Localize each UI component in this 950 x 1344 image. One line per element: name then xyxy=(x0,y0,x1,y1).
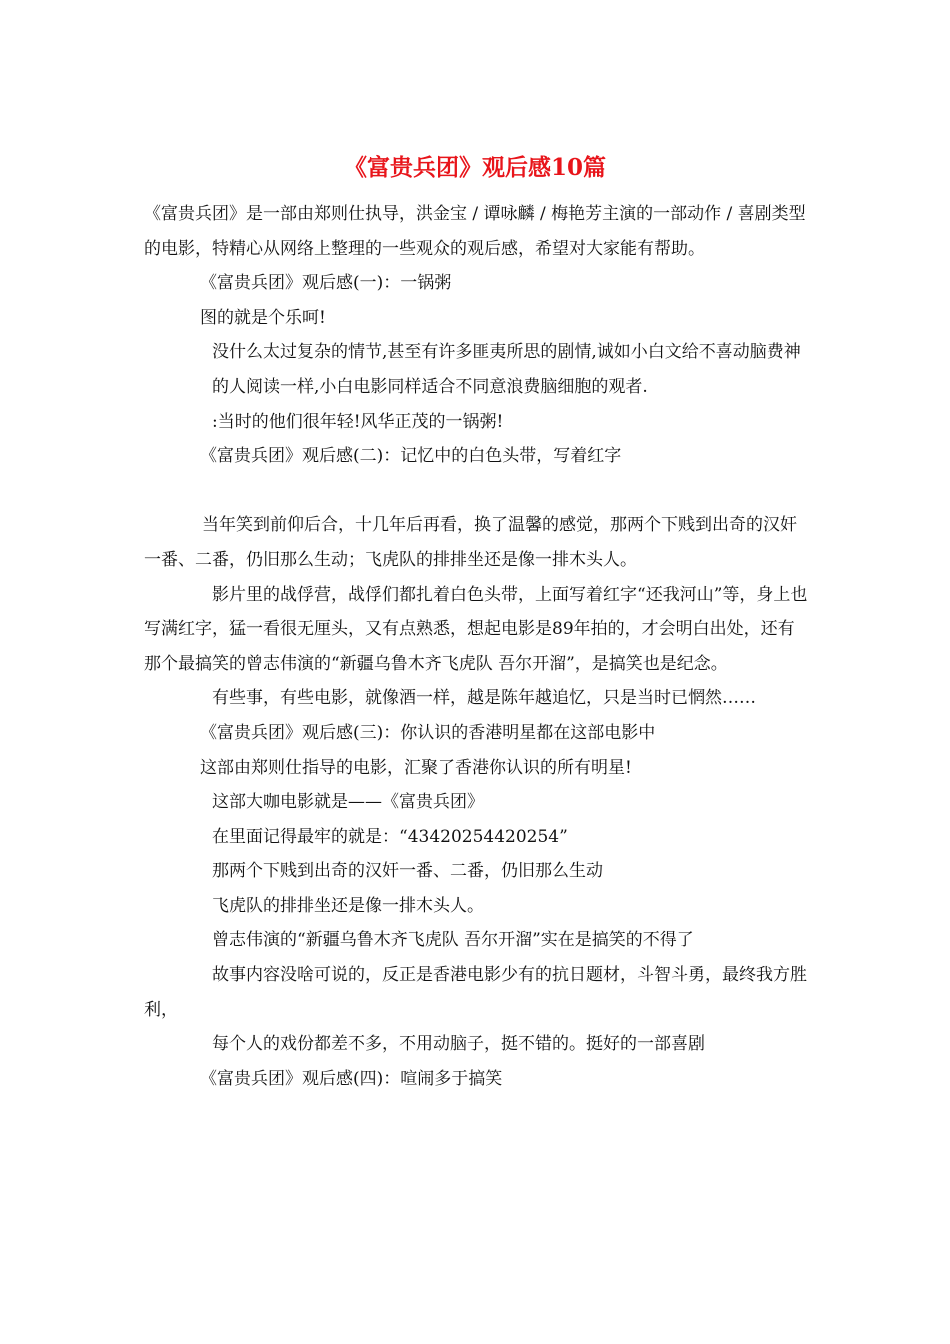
paragraph: 图的就是个乐呵! xyxy=(200,307,326,328)
paragraph: 这部大咖电影就是——《富贵兵团》 xyxy=(212,792,484,813)
blank-line xyxy=(144,474,808,509)
intro-paragraph: 《富贵兵团》是一部由郑则仕执导，洪金宝 / 谭咏麟 / 梅艳芳主演的一部动作 / 喜剧类型的电影，特精心从网络上整理的一些观众的观后感，希望对大家能有帮助。 xyxy=(144,204,806,259)
paragraph: 曾志伟演的“新疆乌鲁木齐飞虎队 吾尔开溜”实在是搞笑的不得了 xyxy=(212,930,694,951)
paragraph: 在里面记得最牢的就是：“43420254420254” xyxy=(212,826,568,847)
document-title: 《富贵兵团》观后感10篇 xyxy=(343,154,606,181)
review-heading-3: 《富贵兵团》观后感(三)：你认识的香港明星都在这部电影中 xyxy=(200,722,656,743)
review-heading-2: 《富贵兵团》观后感(二)：记忆中的白色头带，写着红字 xyxy=(200,446,622,467)
paragraph: 这部由郑则仕指导的电影，汇聚了香港你认识的所有明星! xyxy=(200,757,632,778)
paragraph: :当时的他们很年轻!风华正茂的一锅粥! xyxy=(212,411,504,432)
paragraph: 那两个下贱到出奇的汉奸一番、二番，仍旧那么生动 xyxy=(212,861,603,882)
paragraph: 每个人的戏份都差不多，不用动脑子，挺不错的。挺好的一部喜剧 xyxy=(212,1034,705,1055)
paragraph-text: 没什么太过复杂的情节,甚至有许多匪夷所思的剧情,诚如小白文给不喜动脑费神的人阅读一样,小白电影同样适合不同意浪费脑细胞的观者. xyxy=(212,342,801,397)
paragraph: 当年笑到前仰后合，十几年后再看，换了温馨的感觉，那两个下贱到出奇的汉奸一番、二番，仍旧那么生动；飞虎队的排排坐还是像一排木头人。 xyxy=(144,515,797,570)
paragraph: 故事内容没啥可说的，反正是香港电影少有的抗日题材，斗智斗勇，最终我方胜利， xyxy=(144,965,807,1020)
document-body xyxy=(144,197,808,1096)
review-heading-4: 《富贵兵团》观后感(四)：喧闹多于搞笑 xyxy=(200,1068,503,1089)
paragraph xyxy=(144,335,808,404)
paragraph: 影片里的战俘营，战俘们都扎着白色头带，上面写着红字“还我河山”等，身上也写满红字，猛一看很无厘头，又有点熟悉，想起电影是89年拍的，才会明白出处，还有那个最搞笑的曾志伟演的“新疆乌鲁木齐飞虎队 吾尔开溜”，是搞笑也是纪念。 xyxy=(144,584,808,674)
paragraph: 有些事，有些电影，就像酒一样，越是陈年越追忆，只是当时已惘然…… xyxy=(212,688,756,709)
paragraph: 飞虎队的排排坐还是像一排木头人。 xyxy=(212,895,484,916)
review-heading-1: 《富贵兵团》观后感(一)：一锅粥 xyxy=(200,273,452,294)
